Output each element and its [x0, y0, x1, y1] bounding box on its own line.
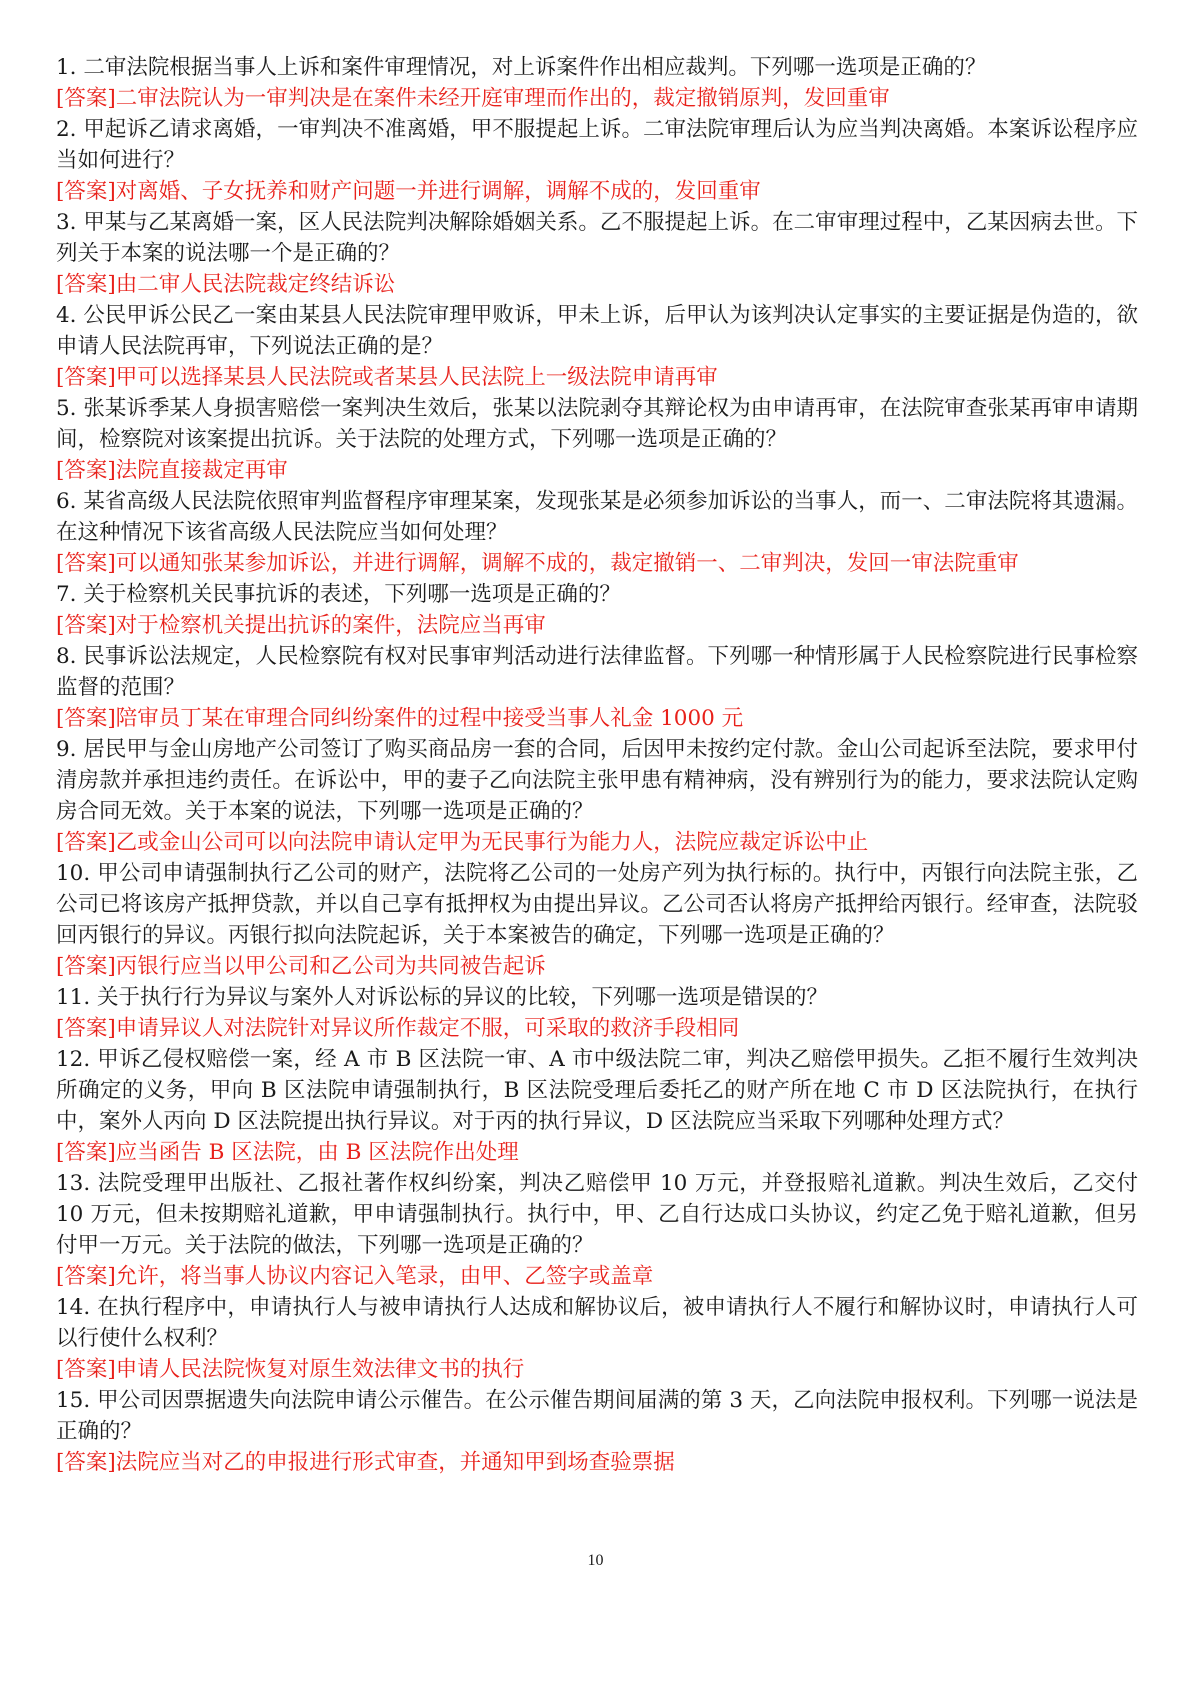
question-5: 5. 张某诉季某人身损害赔偿一案判决生效后，张某以法院剥夺其辩论权为由申请再审，在法院审查张某再审申请期间，检察院对该案提出抗诉。关于法院的处理方式，下列哪一选项是正确的？ [56, 396, 1138, 452]
answer-2: [答案]对离婚、子女抚养和财产问题一并进行调解，调解不成的，发回重审 [56, 179, 761, 204]
question-4: 4. 公民甲诉公民乙一案由某县人民法院审理甲败诉，甲未上诉，后甲认为该判决认定事实的主要证据是伪造的，欲申请人民法院再审，下列说法正确的是？ [56, 303, 1138, 359]
answer-9: [答案]乙或金山公司可以向法院申请认定甲为无民事行为能力人，法院应裁定诉讼中止 [56, 830, 869, 855]
qa-item-13 [56, 1168, 1138, 1292]
qa-item-11 [56, 982, 1138, 1044]
qa-item-7 [56, 579, 1138, 641]
question-10: 10. 甲公司申请强制执行乙公司的财产，法院将乙公司的一处房产列为执行标的。执行中，丙银行向法院主张，乙公司已将该房产抵押贷款，并以自己享有抵押权为由提出异议。乙公司否认将房产抵押给丙银行。经审查，法院驳回丙银行的异议。丙银行拟向法院起诉，关于本案被告的确定，下列哪一选项是正确的？ [56, 861, 1138, 948]
qa-item-15 [56, 1385, 1138, 1478]
qa-item-9 [56, 734, 1138, 858]
answer-6: [答案]可以通知张某参加诉讼，并进行调解，调解不成的，裁定撤销一、二审判决，发回一审法院重审 [56, 551, 1019, 576]
answer-10: [答案]丙银行应当以甲公司和乙公司为共同被告起诉 [56, 954, 546, 979]
qa-item-5 [56, 393, 1138, 486]
answer-8: [答案]陪审员丁某在审理合同纠纷案件的过程中接受当事人礼金 1000 元 [56, 706, 744, 731]
qa-item-4 [56, 300, 1138, 393]
document-body [56, 52, 1138, 1478]
answer-5: [答案]法院直接裁定再审 [56, 458, 288, 483]
qa-item-2 [56, 114, 1138, 207]
answer-11: [答案]申请异议人对法院针对异议所作裁定不服，可采取的救济手段相同 [56, 1016, 740, 1041]
question-12: 12. 甲诉乙侵权赔偿一案，经 A 市 B 区法院一审、A 市中级法院二审，判决乙赔偿甲损失。乙拒不履行生效判决所确定的义务，甲向 B 区法院申请强制执行，B 区法院受理后委托乙的财产所在地 C 市 D 区法院执行，在执行中，案外人丙向 D 区法院提出执行异议。对于丙的执行异议，D 区法院应当采取下列哪种处理方式？ [56, 1047, 1138, 1134]
answer-15: [答案]法院应当对乙的申报进行形式审查，并通知甲到场查验票据 [56, 1450, 675, 1475]
question-14: 14. 在执行程序中，申请执行人与被申请执行人达成和解协议后，被申请执行人不履行和解协议时，申请执行人可以行使什么权利？ [56, 1295, 1138, 1351]
question-6: 6. 某省高级人民法院依照审判监督程序审理某案，发现张某是必须参加诉讼的当事人，而一、二审法院将其遗漏。在这种情况下该省高级人民法院应当如何处理？ [56, 489, 1138, 545]
answer-1: [答案]二审法院认为一审判决是在案件未经开庭审理而作出的，裁定撤销原判，发回重审 [56, 86, 890, 111]
question-1: 1. 二审法院根据当事人上诉和案件审理情况，对上诉案件作出相应裁判。下列哪一选项是正确的？ [56, 55, 987, 80]
question-2: 2. 甲起诉乙请求离婚，一审判决不准离婚，甲不服提起上诉。二审法院审理后认为应当判决离婚。本案诉讼程序应当如何进行？ [56, 117, 1138, 173]
answer-13: [答案]允许，将当事人协议内容记入笔录，由甲、乙签字或盖章 [56, 1264, 654, 1289]
question-9: 9. 居民甲与金山房地产公司签订了购买商品房一套的合同，后因甲未按约定付款。金山公司起诉至法院，要求甲付清房款并承担违约责任。在诉讼中，甲的妻子乙向法院主张甲患有精神病，没有辨别行为的能力，要求法院认定购房合同无效。关于本案的说法，下列哪一选项是正确的？ [56, 737, 1138, 824]
question-15: 15. 甲公司因票据遗失向法院申请公示催告。在公示催告期间届满的第 3 天，乙向法院申报权利。下列哪一说法是正确的？ [56, 1388, 1138, 1444]
answer-14: [答案]申请人民法院恢复对原生效法律文书的执行 [56, 1357, 525, 1382]
qa-item-1 [56, 52, 1138, 114]
page-number: 10 [587, 1552, 604, 1569]
qa-item-14 [56, 1292, 1138, 1385]
question-13: 13. 法院受理甲出版社、乙报社著作权纠纷案，判决乙赔偿甲 10 万元，并登报赔礼道歉。判决生效后，乙交付 10 万元，但未按期赔礼道歉，甲申请强制执行。执行中，甲、乙自行达成口头协议，约定乙免于赔礼道歉，但另付甲一万元。关于法院的做法，下列哪一选项是正确的？ [56, 1171, 1138, 1258]
qa-item-12 [56, 1044, 1138, 1168]
question-8: 8. 民事诉讼法规定，人民检察院有权对民事审判活动进行法律监督。下列哪一种情形属于人民检察院进行民事检察监督的范围？ [56, 644, 1138, 700]
answer-12: [答案]应当函告 B 区法院，由 B 区法院作出处理 [56, 1140, 519, 1165]
qa-item-6 [56, 486, 1138, 579]
qa-item-10 [56, 858, 1138, 982]
question-3: 3. 甲某与乙某离婚一案，区人民法院判决解除婚姻关系。乙不服提起上诉。在二审审理过程中，乙某因病去世。下列关于本案的说法哪一个是正确的？ [56, 210, 1138, 266]
answer-4: [答案]甲可以选择某县人民法院或者某县人民法院上一级法院申请再审 [56, 365, 718, 390]
answer-7: [答案]对于检察机关提出抗诉的案件，法院应当再审 [56, 613, 546, 638]
question-11: 11. 关于执行行为异议与案外人对诉讼标的异议的比较，下列哪一选项是错误的？ [56, 985, 829, 1010]
question-7: 7. 关于检察机关民事抗诉的表述，下列哪一选项是正确的？ [56, 582, 621, 607]
qa-item-3 [56, 207, 1138, 300]
answer-3: [答案]由二审人民法院裁定终结诉讼 [56, 272, 396, 297]
qa-item-8 [56, 641, 1138, 734]
